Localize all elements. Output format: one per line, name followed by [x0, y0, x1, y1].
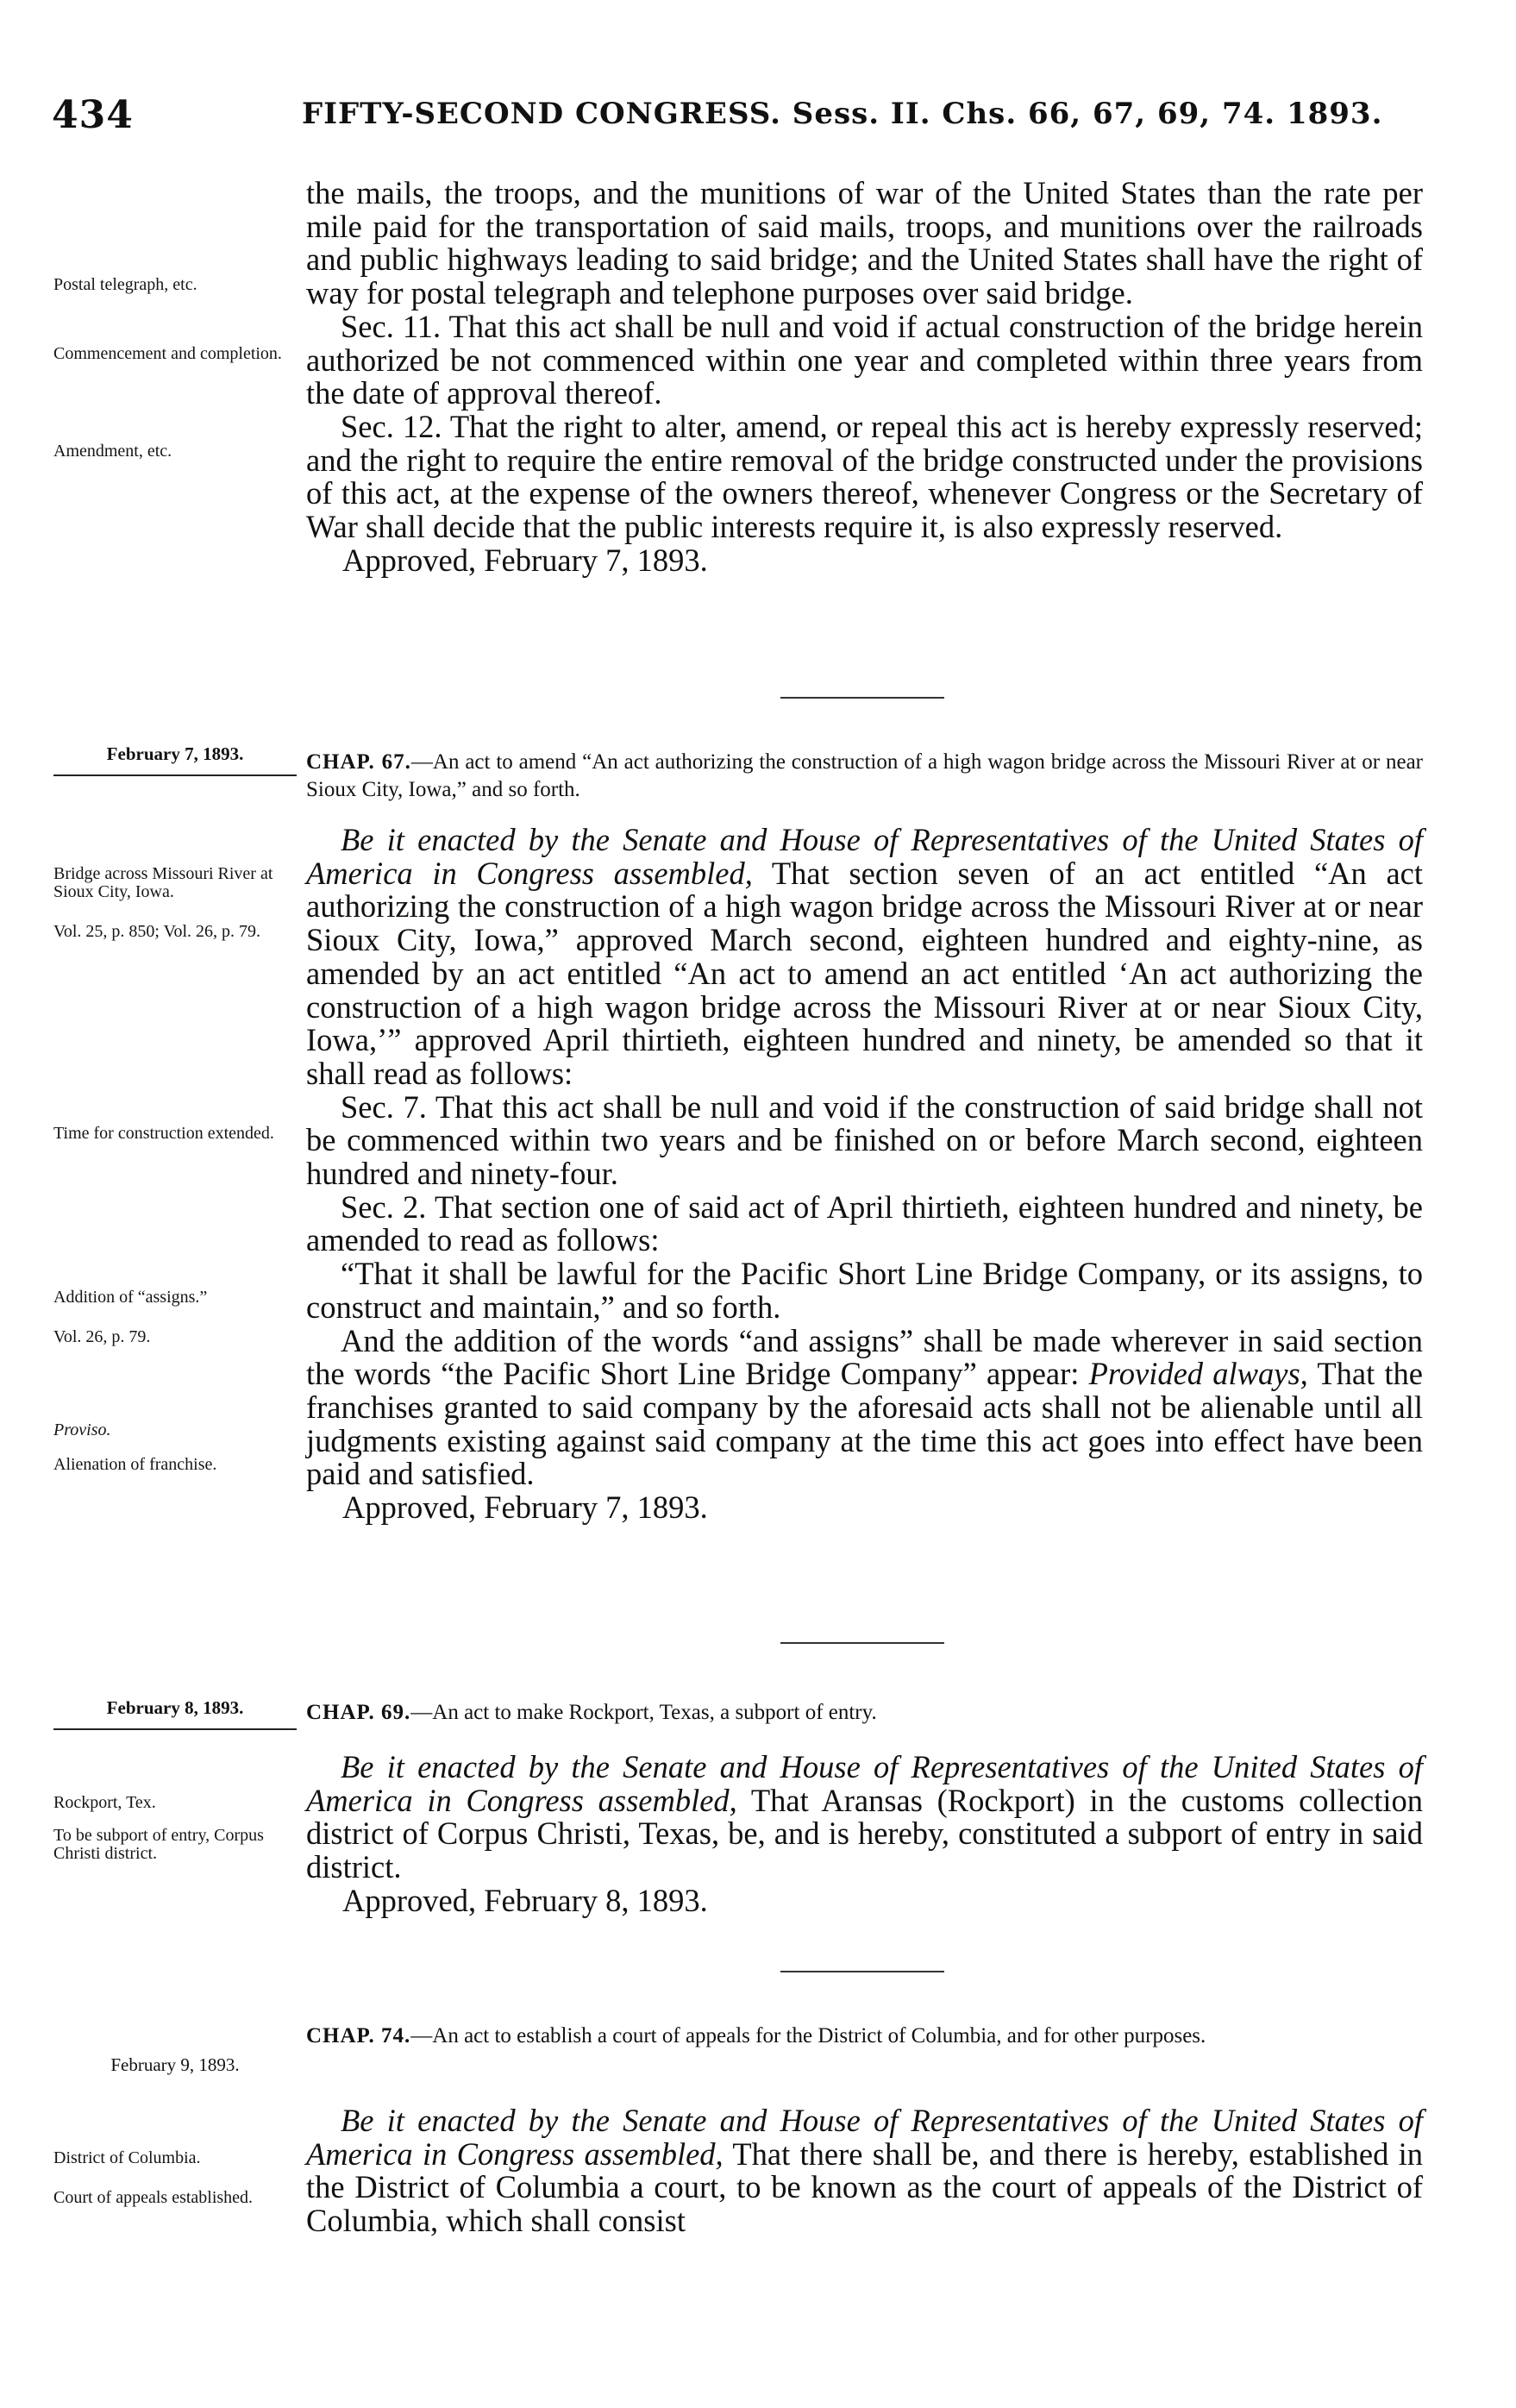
margin-note-addition-assigns: Addition of “assigns.”	[53, 1288, 208, 1307]
chap67-sec2: Sec. 2. That section one of said act of April thirtieth, eighteen hundred and ninety, be amended to read as follows:	[306, 1188, 1423, 1258]
chap66-continuation	[306, 177, 1423, 577]
margin-note-subport: To be subport of entry, Corpus Christi district.	[53, 1826, 264, 1863]
chap67-enacting-clause: Be it enacted by the Senate and House of Representatives of the United States of America in Congress assembled,	[306, 822, 1423, 891]
chap69-label: CHAP. 69.	[306, 1701, 411, 1724]
running-head-title: FIFTY-SECOND CONGRESS. Sess. II. Chs. 66, 67, 69, 74. 1893.	[302, 97, 1383, 131]
margin-note-postal-telegraph: Postal telegraph, etc.	[53, 275, 197, 294]
chap67-enacting	[306, 824, 1423, 1091]
chap66-approved: Approved, February 7, 1893.	[342, 542, 708, 578]
chap67-addition-text: And the addition of the words “and assigns” shall be made wherever in said section the words “the Pacific Short Line Bridge Company” appear:	[306, 1322, 1423, 1392]
margin-note-commencement: Commencement and completion.	[53, 344, 282, 363]
chap74-heading	[306, 2022, 1423, 2050]
chap67-date: February 7, 1893.	[106, 743, 244, 764]
margin-note-court-appeals: Court of appeals established.	[53, 2188, 254, 2207]
chap69-approved: Approved, February 8, 1893.	[342, 1882, 708, 1918]
chap69-enacting	[306, 1751, 1423, 1884]
chap74-enacting-text: That there shall be, and there is hereby, established in the District of Columbia a court, to be known as the court of appeals of the District of Columbia, which shall consist	[306, 2135, 1424, 2239]
margin-note-time-extended: Time for construction extended.	[53, 1124, 274, 1143]
margin-note-alienation: Alienation of franchise.	[53, 1455, 217, 1474]
margin-note-proviso: Proviso.	[53, 1420, 111, 1439]
chap69-date-rule	[53, 1728, 297, 1730]
margin-note-vol-ref-2: Vol. 26, p. 79.	[53, 1327, 151, 1346]
chap67-enacting-text: That section seven of an act entitled “An act authorizing the construction of a high wagon bridge across the Missouri River at or near Sioux City, Iowa,” approved March second, eighteen hundred and eighty-nine, as amended by an act entitled “An act to amend an act entitled ‘An act authorizing the construction of a high wagon bridge across the Missouri River at or near Sioux City, Iowa,’” approved April thirtieth, eighteen hundred and ninety, be amended so that it shall read as follows:	[306, 855, 1424, 1091]
chap66-sec11: Sec. 11. That this act shall be null and void if actual construction of the bridge herein authorized be not commenced within one year and completed within three years from the date of approval thereof.	[306, 308, 1423, 411]
chap69-body	[306, 1751, 1423, 1918]
chap67-addition	[306, 1322, 1424, 1492]
chap69-heading	[306, 1699, 1423, 1727]
margin-note-bridge-across: Bridge across Missouri River at Sioux City, Iowa.	[53, 864, 273, 901]
chap74-enacting	[306, 2104, 1423, 2238]
chap69-title: —An act to make Rockport, Texas, a subport of entry.	[410, 1701, 877, 1724]
chap69-enacting-text: That Aransas (Rockport) in the customs collection district of Corpus Christi, Texas, be, and is hereby, constituted a subport of entry in said district.	[306, 1782, 1424, 1885]
chap67-approved: Approved, February 7, 1893.	[342, 1489, 708, 1526]
chap67-label: CHAP. 67.	[306, 750, 411, 774]
margin-note-vol-ref-1: Vol. 25, p. 850; Vol. 26, p. 79.	[53, 922, 261, 941]
chap74-date: February 9, 1893.	[110, 2054, 240, 2075]
chap67-date-rule	[53, 774, 297, 776]
chap74-title: —An act to establish a court of appeals for the District of Columbia, and for other purposes.	[410, 2024, 1206, 2047]
chap66-paragraph: the mails, the troops, and the munitions of war of the United States than the rate per mile paid for the transportation of said mails, troops, and munitions over the railroads and public highways leading to said bridge; and the United States shall have the right of way for postal telegraph and telephone purposes over said bridge.	[306, 175, 1423, 311]
chap69-date: February 8, 1893.	[106, 1697, 244, 1718]
chap67-title: —An act to amend “An act authorizing the construction of a high wagon bridge across the Missouri River at or near Sioux City, Iowa,” and so forth.	[306, 750, 1424, 801]
section-separator	[780, 1642, 944, 1644]
running-header	[52, 93, 1466, 138]
chap66-sec12: Sec. 12. That the right to alter, amend, or repeal this act is hereby expressly reserved; and the right to require the entire removal of the bridge constructed under the provisions of this act, at the expense of the owners thereof, whenever Congress or the Secretary of War shall decide that the public interests require it, is also expressly reserved.	[306, 408, 1423, 545]
margin-note-district-columbia: District of Columbia.	[53, 2148, 201, 2167]
chap67-proviso-word: Provided always,	[1088, 1356, 1308, 1392]
margin-note-rockport: Rockport, Tex.	[53, 1793, 156, 1812]
chap74-body	[306, 2104, 1423, 2238]
chap69-enacting-clause: Be it enacted by the Senate and House of Representatives of the United States of America in Congress assembled,	[306, 1749, 1423, 1818]
chap67-sec7: Sec. 7. That this act shall be null and void if the construction of said bridge shall not be commenced within two years and be finished on or before March second, eighteen hundred and ninety-four.	[306, 1088, 1423, 1192]
chap74-enacting-clause: Be it enacted by the Senate and House of Representatives of the United States of America in Congress assembled,	[306, 2103, 1423, 2172]
section-separator	[780, 697, 944, 699]
page-number: 434	[52, 93, 134, 137]
chap67-addition-rest: That the franchises granted to said company by the aforesaid acts shall not be alienable until all judgments existing against said company at the time this act goes into effect have been paid and satisfied.	[306, 1356, 1424, 1492]
chap67-body	[306, 824, 1423, 1525]
chap67-quote: “That it shall be lawful for the Pacific Short Line Bridge Company, or its assigns, to construct and maintain,” and so forth.	[306, 1256, 1423, 1325]
chap67-heading	[306, 749, 1423, 804]
chap74-label: CHAP. 74.	[306, 2024, 411, 2047]
margin-note-amendment: Amendment, etc.	[53, 442, 172, 461]
section-separator	[780, 1971, 944, 1972]
